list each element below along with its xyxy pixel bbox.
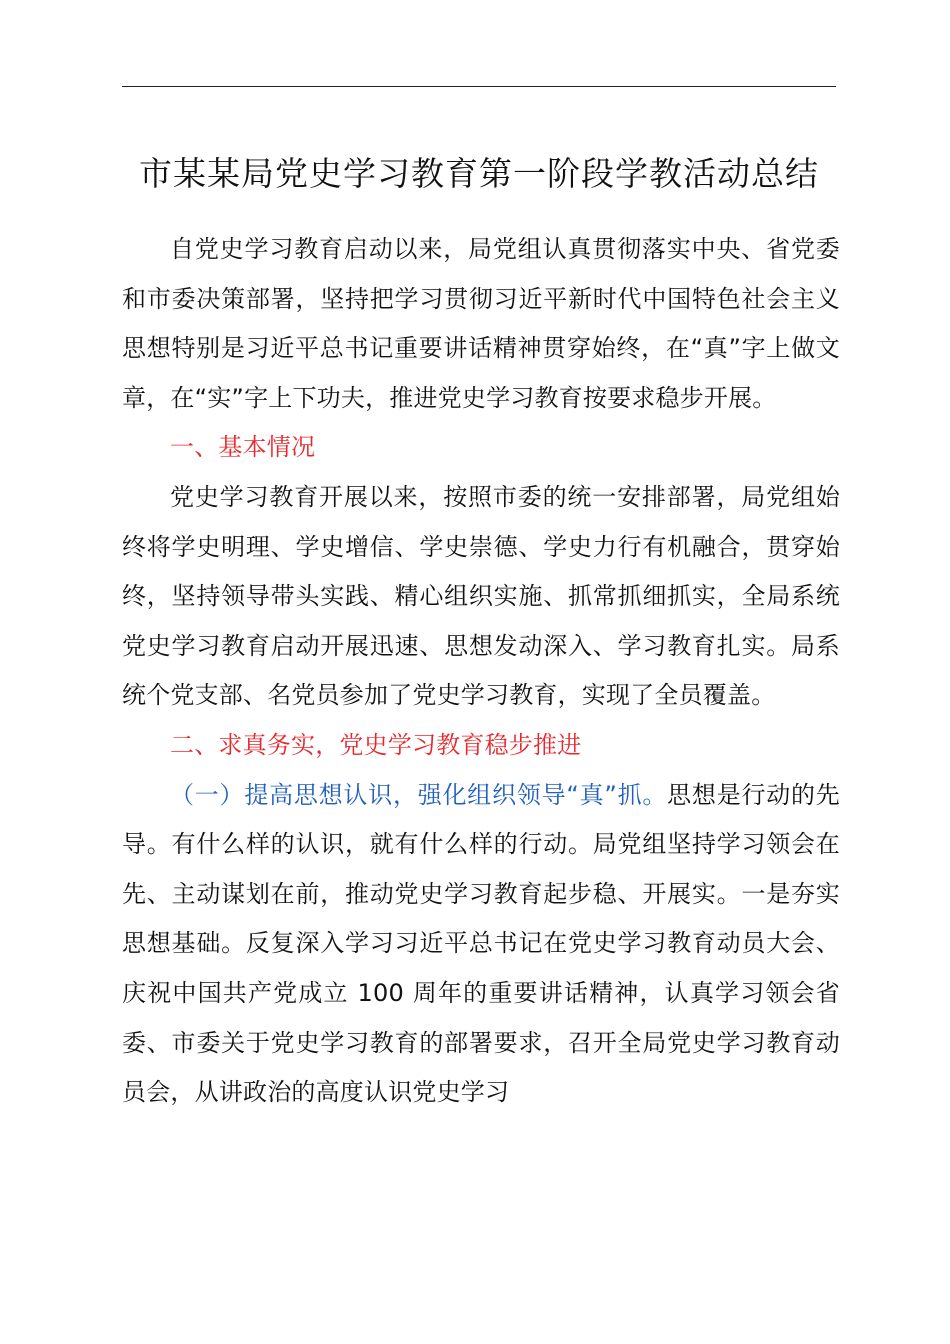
subsection-body-text: 思想是行动的先导。有什么样的认识，就有什么样的行动。局党组坚持学习领会在先、主动谋划在前，推动党史学习教育起步稳、开展实。一是夯实思想基础。反复深入学习习近平总书记在党史学习教育动员大会、庆祝中国共产党成立 100 周年的重要讲话精神，认真学习领会省委、市委关于党史学习教育的部署要求，召开全局党史学习教育动员会，从讲政治的高度认识党史学习 — [122, 780, 840, 1107]
document-title: 市某某局党史学习教育第一阶段学教活动总结 — [139, 154, 819, 193]
document-body — [122, 225, 840, 1118]
header-rule — [122, 86, 836, 87]
intro-paragraph: 自党史学习教育启动以来，局党组认真贯彻落实中央、省党委和市委决策部署，坚持把学习贯彻习近平新时代中国特色社会主义思想特别是习近平总书记重要讲话精神贯穿始终，在“真”字上做文章，在“实”字上下功夫，推进党史学习教育按要求稳步开展。 — [122, 235, 840, 412]
subsection-paragraph — [122, 771, 840, 1118]
section-heading-steady-progress: 二、求真务实，党史学习教育稳步推进 — [170, 730, 582, 759]
basic-situation-paragraph: 党史学习教育开展以来，按照市委的统一安排部署，局党组始终将学史明理、学史增信、学史崇德、学史力行有机融合，贯穿始终，坚持领导带头实践、精心组织实施、抓常抓细抓实，全局系统党史学习教育启动开展迅速、思想发动深入、学习教育扎实。局系统个党支部、名党员参加了党史学习教育，实现了全员覆盖。 — [122, 482, 840, 710]
section-heading-basic-situation: 一、基本情况 — [170, 433, 316, 462]
subsection-heading-thought: （一）提高思想认识，强化组织领导“真”抓。 — [170, 780, 668, 809]
